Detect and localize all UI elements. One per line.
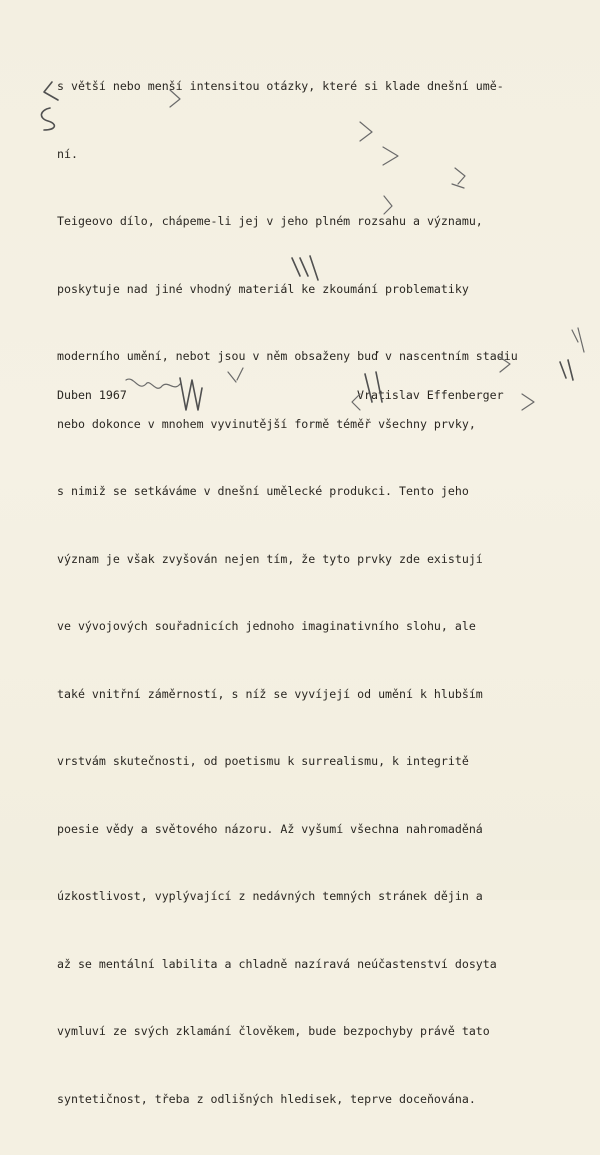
text-line: vrstvám skutečnosti, od poetismu k surrealismu, k integritě: [57, 754, 469, 768]
text-line: nebo dokonce v mnohem vyvinutější formě téměř všechny prvky,: [57, 416, 476, 431]
text-line: úzkostlivost, vyplývající z nedávných temných stránek dějin a: [57, 889, 483, 903]
author-signature: Vratislav Effenberger: [357, 388, 504, 402]
text-line: význam je však zvyšován nejen tím, že tyto prvky zde existují: [57, 551, 483, 566]
text-line: Teigeovo dílo, chápeme-li jej v jeho plném rozsahu a významu,: [57, 214, 483, 228]
text-line: až se mentální labilita a chladně nazíravá neúčastenství dosyta: [57, 956, 497, 971]
document-date: Duben 1967: [57, 388, 127, 402]
text-line: poesie vědy a světového názoru. Až vyšumí všechna nahromaděná: [57, 821, 483, 836]
insert-mark-icon: [41, 108, 54, 130]
typed-body-text: [57, 30, 597, 1155]
text-line: vymluví ze svých zklamání člověkem, bude bezpochyby právě tato: [57, 1024, 490, 1038]
text-line: poskytuje nad jiné vhodný materiál ke zkoumání problematiky: [57, 281, 469, 296]
text-line: s větší nebo menší intensitou otázky, které si klade dnešní umě-: [57, 79, 504, 93]
text-line: syntetičnost, třeba z odlišných hledisek, teprve doceňována.: [57, 1091, 476, 1106]
text-line: ve vývojových souřadnicích jednoho imaginativního slohu, ale: [57, 619, 476, 633]
text-line: s nimiž se setkáváme v dnešní umělecké produkci. Tento jeho: [57, 484, 469, 498]
text-line: moderního umění, nebot jsou v něm obsaženy buď v nascentním stadiu: [57, 349, 518, 363]
text-line: ní.: [57, 146, 78, 161]
paragraph-mark-icon: [44, 82, 58, 100]
text-line: také vnitřní záměrností, s níž se vyvíjejí od umění k hlubším: [57, 686, 483, 701]
